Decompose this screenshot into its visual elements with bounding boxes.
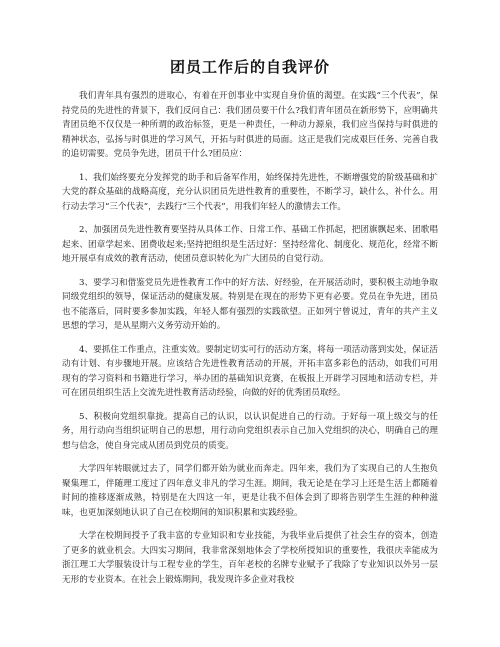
paragraph-point-3: 3、要学习和借鉴党员先进性教育工作中的好方法、好经验，在开展活动时，要积极主动地争取同级党组织的领导，保证活动的健康发展。特别是在现在的形势下更有必要。党员在争先进，团员也不能落后，同时要多参加实践，年轻人都有强烈的实践欲望。正如列宁曾说过，青年的共产主义思想的学习，是从星期六义务劳动开始的。 xyxy=(62,277,438,331)
paragraph-point-5: 5、积极向党组织靠拢。提高自己的认识，以认识促进自己的行动。于好每一项上级交与的任务，用行动向当组织证明自己的思想，用行动向党组织表示自己加入党组织的决心，明确自己的理想与信念，使自身完成从团员到党员的质变。 xyxy=(62,411,438,451)
paragraph-major-knowledge: 大学在校期间授予了我丰富的专业知识和专业技能，为我毕业后提供了社会生存的资本，创造了更多的就业机会。大四实习期间，我非常深刻地体会了学校所授知识的重要性，我很庆幸能成为浙江理工大学服装设计与工程专业的学生，百年老校的名牌专业赋予了我除了专业知识以外另一层无形的专业资本。在社会上锻炼期间，我发现许多企业对我校 xyxy=(62,531,438,585)
paragraph-university-years: 大学四年转眼就过去了，同学们都开始为就业而奔走。四年来，我们为了实现自己的人生抱负聚集理工，伴随理工度过了四年意义非凡的学习生涯。期间，我无论是在学习上还是生活上都随着时间的推移逐渐成熟，特别是在大四这一年，更是让我不但体会到了即将告别学生生涯的种种滋味，也更加深刻地认识了自己在校期间的知识积累和实践经验。 xyxy=(62,464,438,518)
paragraph-point-1: 1、我们始终要充分发挥党的助手和后备军作用，始终保持先进性，不断增强党的阶级基础和扩大党的群众基础的战略高度，充分认识团员先进性教育的重要性，不断学习，缺什么，补什么。用行动去学习“三个代表”，去践行“三个代表”，用我们年轻人的激情去工作。 xyxy=(62,172,438,212)
paragraph-point-4: 4、要抓住工作重点，注重实效。要制定切实可行的活动方案，将每一项活动落到实处，保证活动有计划、有步骤地开展。应该结合先进性教育活动的开展，开拓丰富多彩色的活动，如我们可用现有的学习资料和书籍进行学习，举办团的基础知识竞赛，在板报上开辟学习园地和活动专栏，并可在团员组织生活上交流先进性教育活动经验，向做的好的优秀团员取经。 xyxy=(62,344,438,398)
paragraph-intro: 我们青年具有强烈的进取心，有着在开创事业中实现自身价值的渴望。在实践“三个代表”，保持党员的先进性的背景下，我们反问自己：我们团员要干什么?我们青年团员在新形势下，应明确共青团员绝不仅仅是一种所谓的政治标签，更是一种责任，一种动力源泉，我们应当保持与时俱进的精神状态，弘扬与时俱进的学习风气，开拓与时俱进的局面。这正是我们完成艰巨任务、完善自我的追切需要。党员争先进，团员干什么?团员应： xyxy=(62,91,438,159)
paragraph-point-2: 2、加强团员先进性教育要坚持从具体工作、日常工作、基础工作抓起，把团旗飘起来、团歌唱起来、团章学起来、团费收起来;坚持把组织是生活过好：坚持经常化、制度化、规范化，经常不断地开展卓有成效的教育活动，使团员意识转化为广大团员的自觉行动。 xyxy=(62,225,438,264)
document-title: 团员工作后的自我评价 xyxy=(169,58,330,76)
